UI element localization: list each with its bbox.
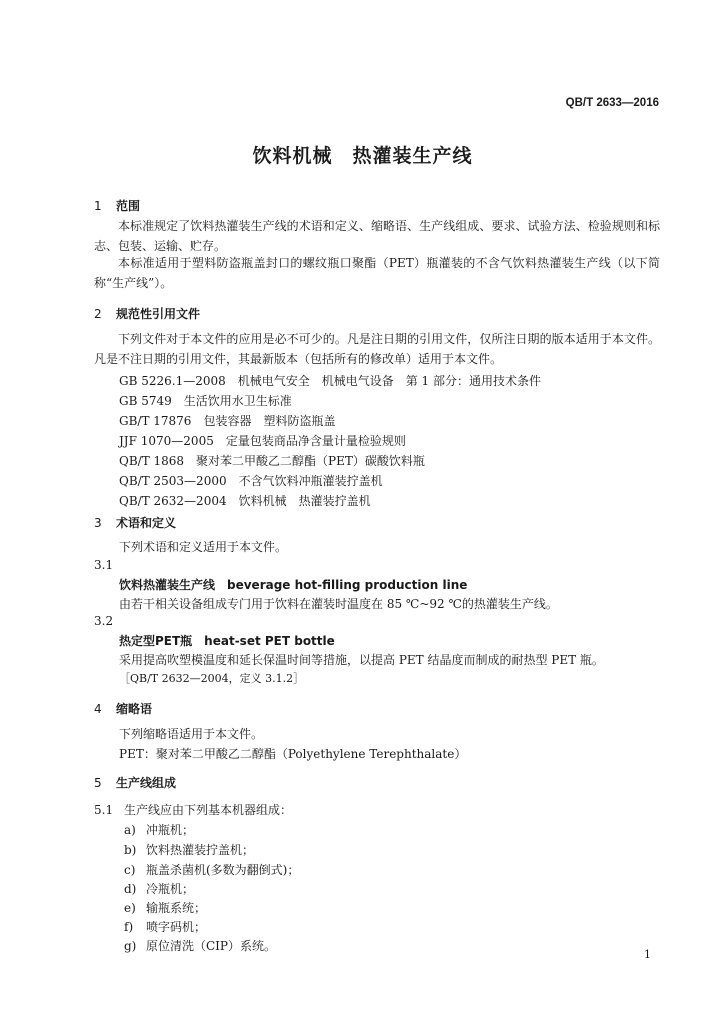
section-number: 4 — [94, 702, 102, 716]
section-number: 3 — [94, 516, 102, 530]
reference-item: JJF 1070—2005 定量包装商品净含量计量检验规则 — [119, 434, 406, 448]
list-item — [124, 937, 276, 954]
section-5-heading — [94, 774, 176, 791]
list-item — [124, 861, 299, 878]
list-label: g) — [124, 939, 137, 953]
section-1-paragraph-1: 本标准规定了饮料热灌装生产线的术语和定义、缩略语、生产线组成、要求、试验方法、检验规则和标志、包装、运输、贮存。 — [94, 219, 660, 253]
list-text: 输瓶系统； — [146, 901, 207, 915]
term-3-2-number: 3.2 — [94, 614, 114, 628]
term-3-1-title: 饮料热灌装生产线 beverage hot-filling production line — [119, 578, 468, 592]
section-number: 5 — [94, 776, 102, 790]
section-4-intro: 下列缩略语适用于本文件。 — [119, 727, 264, 741]
section-1-paragraph-2: 本标准适用于塑料防盗瓶盖封口的螺纹瓶口聚酯（PET）瓶灌装的不含气饮料热灌装生产线（以下简称“生产线”）。 — [94, 256, 660, 290]
list-item — [124, 899, 206, 916]
list-item — [124, 880, 194, 897]
section-number: 1 — [94, 199, 102, 213]
section-title: 规范性引用文件 — [116, 307, 201, 321]
standard-number: QB/T 2633—2016 — [565, 97, 659, 109]
section-number: 2 — [94, 307, 102, 321]
list-item — [124, 918, 206, 935]
page-title: 饮料机械 热灌装生产线 — [252, 145, 473, 167]
list-label: e) — [124, 901, 136, 915]
subsection-text: 生产线应由下列基本机器组成： — [124, 803, 293, 817]
list-text: 喷字码机； — [146, 920, 207, 934]
subsection-number: 5.1 — [94, 803, 114, 817]
list-item — [124, 841, 254, 858]
list-label: b) — [124, 843, 137, 857]
section-4-heading — [94, 700, 152, 717]
section-title: 术语和定义 — [116, 516, 177, 530]
subsection-5-1 — [94, 801, 292, 818]
list-label: a) — [124, 823, 136, 837]
section-1-heading — [94, 197, 140, 214]
reference-item: GB 5226.1—2008 机械电气安全 机械电气设备 第 1 部分：通用技术条件 — [119, 374, 542, 388]
list-label: f) — [124, 920, 134, 934]
list-label: c) — [124, 863, 136, 877]
list-text: 冲瓶机； — [146, 823, 195, 837]
term-3-2-source: ［QB/T 2632—2004，定义 3.1.2］ — [119, 672, 305, 685]
section-3-heading — [94, 514, 176, 531]
list-item — [124, 821, 194, 838]
reference-item: GB 5749 生活饮用水卫生标准 — [119, 394, 292, 408]
section-2-heading — [94, 305, 200, 322]
section-title: 缩略语 — [116, 702, 153, 716]
term-3-1-number: 3.1 — [94, 558, 114, 572]
section-title: 范围 — [116, 199, 141, 213]
abbreviation-pet: PET：聚对苯二甲酸乙二醇酯（Polyethylene Terephthalate） — [119, 747, 467, 761]
list-label: d) — [124, 882, 137, 896]
reference-item: QB/T 2632—2004 饮料机械 热灌装拧盖机 — [119, 494, 371, 508]
reference-item: GB/T 17876 包装容器 塑料防盗瓶盖 — [119, 414, 336, 428]
section-3-intro: 下列术语和定义适用于本文件。 — [119, 540, 288, 554]
section-2-paragraph: 下列文件对于本文件的应用是必不可少的。凡是注日期的引用文件，仅所注日期的版本适用于本文件。凡是不注日期的引用文件，其最新版本（包括所有的修改单）适用于本文件。 — [94, 332, 660, 366]
list-text: 饮料热灌装拧盖机； — [146, 843, 255, 857]
list-text: 原位清洗（CIP）系统。 — [146, 939, 276, 953]
term-3-2-title: 热定型PET瓶 heat-set PET bottle — [119, 634, 335, 648]
list-text: 瓶盖杀菌机(多数为翻倒式)； — [146, 863, 300, 877]
section-title: 生产线组成 — [116, 776, 177, 790]
list-text: 冷瓶机； — [146, 882, 195, 896]
page-number: 1 — [644, 948, 651, 961]
term-3-2-definition: 采用提高吹塑模温度和延长保温时间等措施，以提高 PET 结晶度而制成的耐热型 PET 瓶。 — [119, 653, 604, 667]
reference-item: QB/T 1868 聚对苯二甲酸乙二醇酯（PET）碳酸饮料瓶 — [119, 454, 425, 468]
term-3-1-definition: 由若干相关设备组成专门用于饮料在灌装时温度在 85 ℃~92 ℃的热灌装生产线。 — [119, 597, 558, 611]
reference-item: QB/T 2503—2000 不含气饮料冲瓶灌装拧盖机 — [119, 474, 383, 488]
